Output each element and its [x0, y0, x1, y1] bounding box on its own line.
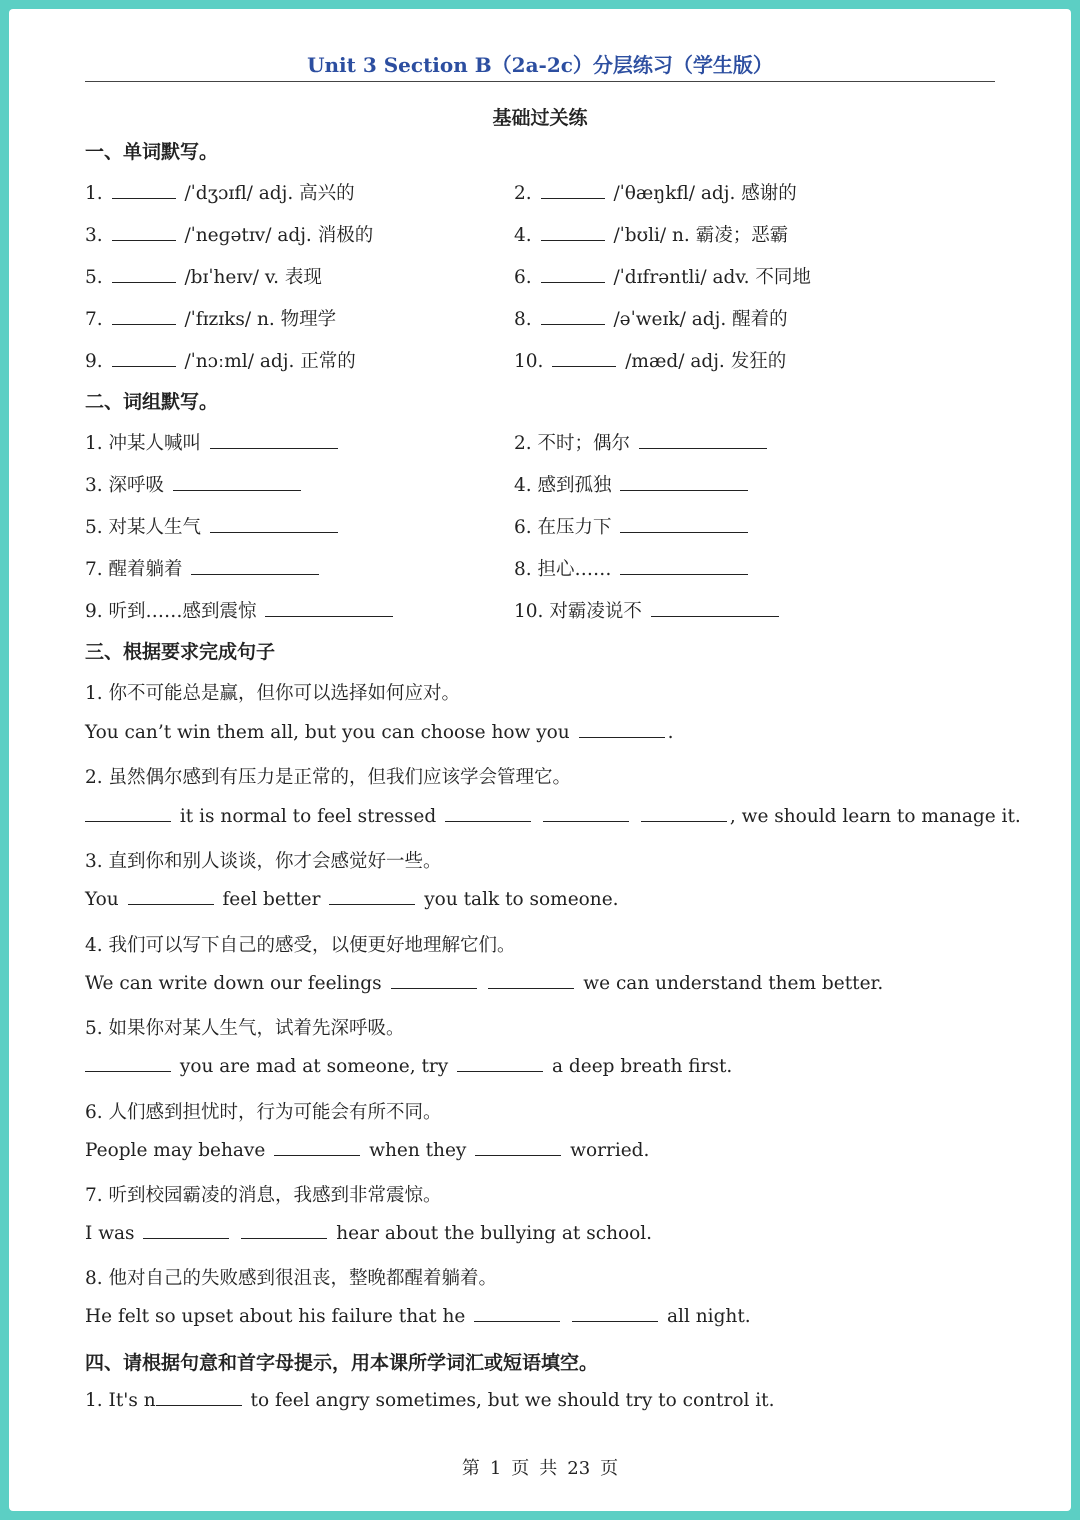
question-chinese: 6. 人们感到担忧时，行为可能会有所不同。: [85, 1102, 442, 1123]
word-item: 10. /mæd/ adj. 发狂的: [514, 351, 787, 372]
answer-blank[interactable]: [488, 987, 574, 989]
word-item: 1. /ˈdʒɔɪfl/ adj. 高兴的: [85, 183, 355, 204]
word-item: 3. /ˈneɡətɪv/ adj. 消极的: [85, 225, 374, 246]
answer-blank[interactable]: [543, 820, 629, 822]
phrase-item: 5. 对某人生气: [85, 513, 341, 539]
answer-blank[interactable]: [541, 239, 605, 241]
question-english: You can’t win them all, but you can choose how you .: [85, 722, 674, 743]
answer-blank[interactable]: [391, 987, 477, 989]
answer-blank[interactable]: [579, 736, 665, 738]
phrase-item: 1. 冲某人喊叫: [85, 429, 341, 455]
answer-blank[interactable]: [445, 820, 531, 822]
question-english: He felt so upset about his failure that he all night.: [85, 1306, 751, 1327]
answer-blank[interactable]: [156, 1404, 242, 1406]
header-divider: [85, 81, 995, 82]
answer-blank[interactable]: [112, 197, 176, 199]
question-chinese: 1. 你不可能总是赢，但你可以选择如何应对。: [85, 683, 461, 704]
worksheet-page: [9, 9, 1071, 1511]
answer-blank[interactable]: [143, 1237, 229, 1239]
question-english: it is normal to feel stressed , we should learn to manage it.: [85, 806, 1021, 827]
question-english: 1. It's n to feel angry sometimes, but we should try to control it.: [85, 1390, 775, 1411]
answer-blank[interactable]: [173, 489, 301, 491]
answer-blank[interactable]: [651, 615, 779, 617]
question-english: you are mad at someone, try a deep breath first.: [85, 1056, 732, 1077]
phrase-item: 4. 感到孤独: [514, 471, 751, 497]
answer-blank[interactable]: [620, 531, 748, 533]
phrase-item: 9. 听到……感到震惊: [85, 597, 396, 623]
phrase-item: 10. 对霸凌说不: [514, 597, 782, 623]
answer-blank[interactable]: [474, 1320, 560, 1322]
answer-blank[interactable]: [541, 281, 605, 283]
answer-blank[interactable]: [210, 447, 338, 449]
answer-blank[interactable]: [191, 573, 319, 575]
question-chinese: 7. 听到校园霸凌的消息，我感到非常震惊。: [85, 1185, 442, 1206]
answer-blank[interactable]: [541, 323, 605, 325]
section1-heading: 一、单词默写。: [85, 141, 219, 163]
answer-blank[interactable]: [552, 365, 616, 367]
answer-blank[interactable]: [457, 1070, 543, 1072]
answer-blank[interactable]: [620, 573, 748, 575]
answer-blank[interactable]: [541, 197, 605, 199]
word-item: 4. /ˈbʊli/ n. 霸凌；恶霸: [514, 225, 789, 246]
section3-heading: 三、根据要求完成句子: [85, 641, 276, 663]
answer-blank[interactable]: [329, 903, 415, 905]
page-total: 23: [567, 1458, 591, 1479]
answer-blank[interactable]: [639, 447, 767, 449]
answer-blank[interactable]: [112, 281, 176, 283]
question-english: You feel better you talk to someone.: [85, 889, 619, 910]
word-item: 5. /bɪˈheɪv/ v. 表现: [85, 267, 322, 288]
phrase-item: 3. 深呼吸: [85, 471, 304, 497]
word-item: 6. /ˈdɪfrəntli/ adv. 不同地: [514, 267, 811, 288]
section4-heading: 四、请根据句意和首字母提示，用本课所学词汇或短语填空。: [85, 1352, 599, 1374]
phrase-item: 7. 醒着躺着: [85, 555, 322, 581]
answer-blank[interactable]: [241, 1237, 327, 1239]
question-chinese: 4. 我们可以写下自己的感受，以便更好地理解它们。: [85, 935, 516, 956]
answer-blank[interactable]: [112, 239, 176, 241]
answer-blank[interactable]: [475, 1154, 561, 1156]
answer-blank[interactable]: [265, 615, 393, 617]
word-item: 7. /ˈfɪzɪks/ n. 物理学: [85, 309, 337, 330]
section-subtitle: 基础过关练: [492, 107, 588, 129]
answer-blank[interactable]: [620, 489, 748, 491]
phrase-item: 8. 担心……: [514, 555, 751, 581]
section2-heading: 二、词组默写。: [85, 391, 219, 413]
answer-blank[interactable]: [641, 820, 727, 822]
question-chinese: 3. 直到你和别人谈谈，你才会感觉好一些。: [85, 851, 442, 872]
word-item: 8. /əˈweɪk/ adj. 醒着的: [514, 309, 788, 330]
answer-blank[interactable]: [572, 1320, 658, 1322]
phrase-item: 6. 在压力下: [514, 513, 751, 539]
answer-blank[interactable]: [112, 365, 176, 367]
page-footer: 第 1 页 共 23 页: [461, 1458, 619, 1479]
question-english: We can write down our feelings we can understand them better.: [85, 973, 884, 994]
question-english: I was hear about the bullying at school.: [85, 1223, 653, 1244]
answer-blank[interactable]: [274, 1154, 360, 1156]
word-item: 9. /ˈnɔːml/ adj. 正常的: [85, 351, 356, 372]
answer-blank[interactable]: [85, 820, 171, 822]
question-chinese: 5. 如果你对某人生气，试着先深呼吸。: [85, 1018, 405, 1039]
answer-blank[interactable]: [210, 531, 338, 533]
document-title: Unit 3 Section B（2a-2c）分层练习（学生版）: [307, 53, 773, 77]
word-item: 2. /ˈθæŋkfl/ adj. 感谢的: [514, 183, 797, 204]
question-english: People may behave when they worried.: [85, 1140, 650, 1161]
answer-blank[interactable]: [128, 903, 214, 905]
answer-blank[interactable]: [85, 1070, 171, 1072]
answer-blank[interactable]: [112, 323, 176, 325]
phrase-item: 2. 不时；偶尔: [514, 429, 770, 455]
question-chinese: 8. 他对自己的失败感到很沮丧，整晚都醒着躺着。: [85, 1268, 498, 1289]
question-chinese: 2. 虽然偶尔感到有压力是正常的，但我们应该学会管理它。: [85, 767, 572, 788]
page-number: 1: [489, 1458, 502, 1479]
